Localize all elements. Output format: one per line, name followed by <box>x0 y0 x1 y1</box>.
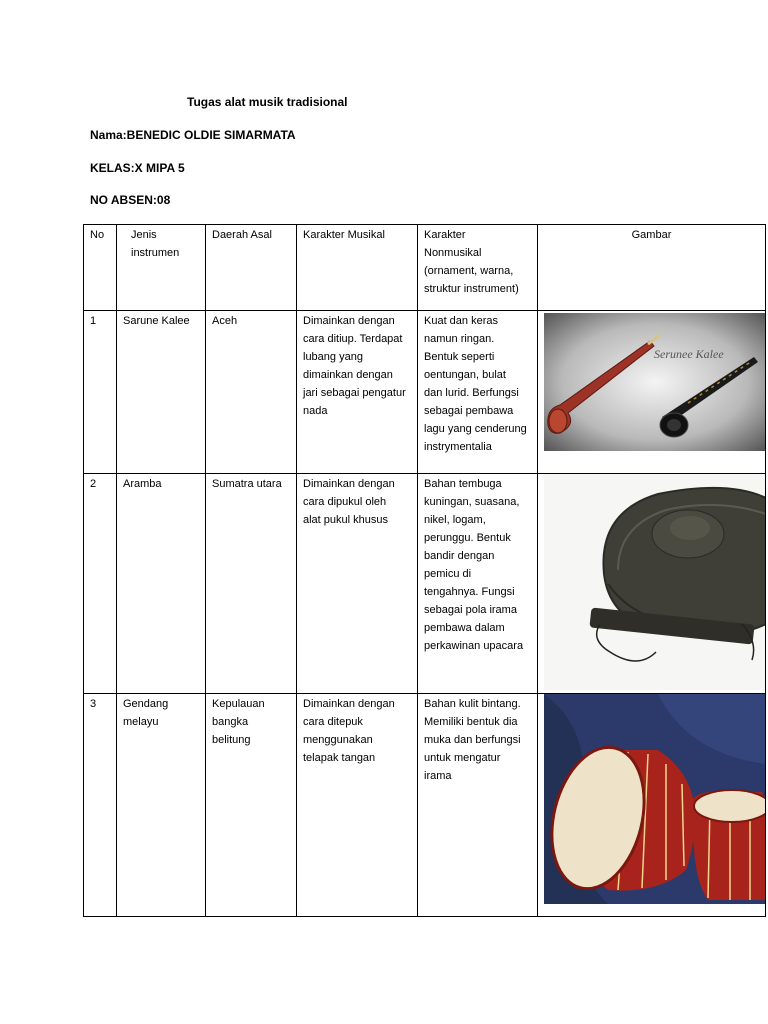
row-image-cell <box>538 474 766 694</box>
row-musikal: Dimainkan dengan cara ditiup. Terdapat lubang yang dimainkan dengan jari sebagai pengatur nada <box>297 311 418 474</box>
row-jenis: Sarune Kalee <box>117 311 206 474</box>
row-no: 3 <box>84 694 117 917</box>
row-jenis: Aramba <box>117 474 206 694</box>
table-header-row <box>84 225 766 311</box>
row-no: 2 <box>84 474 117 694</box>
row-daerah: Sumatra utara <box>206 474 297 694</box>
small-drum <box>693 790 765 900</box>
row-nonmusikal: Bahan kulit bintang. Memiliki bentuk dia muka dan berfungsi untuk mengatur irama <box>418 694 538 917</box>
header-jenis: Jenis instrumen <box>117 225 206 311</box>
row-no: 1 <box>84 311 117 474</box>
serunee-kalee-caption: Serunee Kalee <box>654 347 724 361</box>
serunee-kalee-photo <box>538 313 765 461</box>
table-row <box>84 474 766 694</box>
header-no: No <box>84 225 117 311</box>
table-row <box>84 311 766 474</box>
row-nonmusikal: Bahan tembuga kuningan, suasana, nikel, logam, perunggu. Bentuk bandir dengan pemicu di tengahnya. Fungsi sebagai pola irama pembawa dalam perkawinan upacara <box>418 474 538 694</box>
row-image-cell <box>538 694 766 917</box>
document-title: Tugas alat musik tradisional <box>187 95 348 109</box>
gendang-drums-photo <box>538 694 765 904</box>
gong-photo <box>538 474 765 690</box>
row-daerah: Kepulauan bangka belitung <box>206 694 297 917</box>
row-nonmusikal: Kuat dan keras namun ringan. Bentuk seperti oentungan, bulat dan lurid. Berfungsi sebagai pembawa lagu yang cenderung instrymentalia <box>418 311 538 474</box>
instrument-table <box>83 224 766 917</box>
row-musikal: Dimainkan dengan cara dipukul oleh alat pukul khusus <box>297 474 418 694</box>
row-image-cell <box>538 311 766 474</box>
header-musikal: Karakter Musikal <box>297 225 418 311</box>
student-absence-number: NO ABSEN:08 <box>90 193 171 207</box>
table-row <box>84 694 766 917</box>
student-class: KELAS:X MIPA 5 <box>90 161 185 175</box>
header-nonmusikal: Karakter Nonmusikal (ornament, warna, struktur instrument) <box>418 225 538 311</box>
header-daerah: Daerah Asal <box>206 225 297 311</box>
row-jenis: Gendang melayu <box>117 694 206 917</box>
student-name: Nama:BENEDIC OLDIE SIMARMATA <box>90 128 296 142</box>
row-musikal: Dimainkan dengan cara ditepuk menggunakan telapak tangan <box>297 694 418 917</box>
row-daerah: Aceh <box>206 311 297 474</box>
header-gambar: Gambar <box>538 225 766 311</box>
